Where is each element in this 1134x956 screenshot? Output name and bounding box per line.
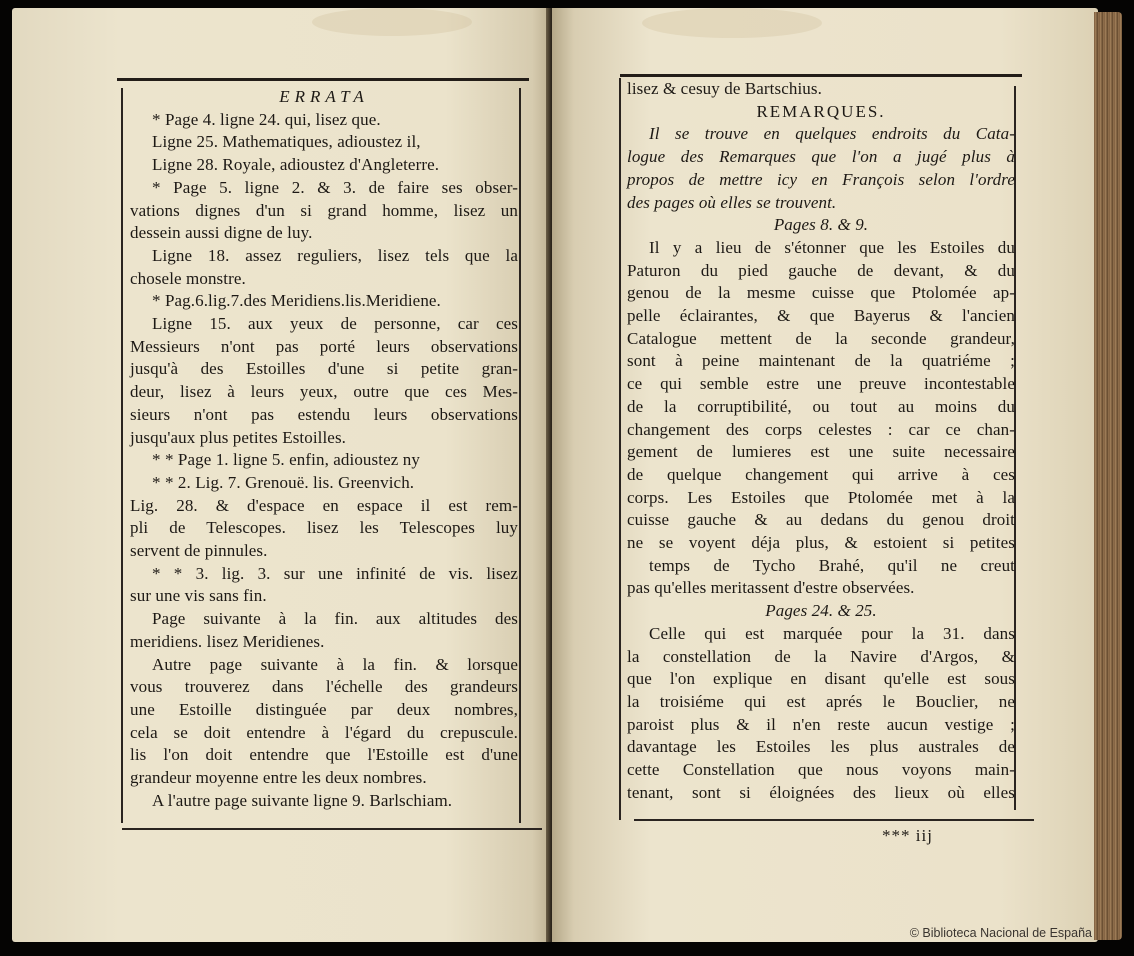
text-line: * Page 4. ligne 24. qui, lisez que. [152,109,381,129]
section-heading: REMARQUES. [756,101,886,121]
text-line: paroist plus & il n'en reste aucun vestige ; [627,714,1015,734]
text-line: grandeur moyenne entre les deux nombres. [130,768,427,788]
text-line: lis l'on doit entendre que l'Estoille est d'une [130,745,518,765]
text-line: que l'on explique en disant qu'elle est sous [627,669,1015,689]
remarques-text [627,78,1015,805]
text-line: propos de mettre icy en François selon l'ordre [627,169,1015,189]
text-line: ce qui semble estre une preuve incontestable [627,374,1015,394]
right-border [519,88,521,823]
text-line: cuisse gauche & au dedans du genou droit [627,510,1015,530]
text-line: cela se doit entendre à l'égard du crepuscule. [130,722,518,742]
text-line: davantage les Estoiles les plus australes de [627,737,1015,757]
text-line: Page suivante à la fin. aux altitudes des [152,609,518,629]
text-line: * * 3. lig. 3. sur une infinité de vis. lisez [152,563,518,583]
text-line: sont à peine maintenant de la quatriéme ; [627,351,1015,371]
text-line: jusqu'à des Estoilles d'une si petite gran- [130,359,518,379]
text-line: * * 2. Lig. 7. Grenouë. lis. Greenvich. [152,472,415,492]
text-line: * Page 5. ligne 2. & 3. de faire ses obser- [152,177,518,197]
page-heading: ERRATA [279,87,369,106]
text-line: corps. Les Estoiles que Ptolomée met à la [627,487,1015,507]
text-line: gement de lumieres est une suite necessaire [627,442,1015,462]
left-border [619,78,621,820]
text-line: meridiens. lisez Meridienes. [130,631,325,651]
text-line: lisez & cesuy de Bartschius. [627,79,822,98]
text-line: Messieurs n'ont pas porté leurs observations [130,336,518,356]
text-line: ne se voyent déja plus, & estoient si petites [627,533,1015,553]
bottom-rule [122,828,542,830]
copyright-notice: © Biblioteca Nacional de España [909,926,1092,940]
text-line: Lig. 28. & d'espace en espace il est rem- [130,495,518,515]
text-line: de quelque changement qui arrive à ces [627,464,1015,484]
signature-mark: *** iij [882,826,933,845]
text-line: Paturon du pied gauche de devant, & du [627,260,1015,280]
text-line: servent de pinnules. [130,541,268,561]
bottom-rule [634,819,1034,821]
text-line: Ligne 18. assez reguliers, lisez tels que la [152,245,518,265]
text-line: * Pag.6.lig.7.des Meridiens.lis.Meridiene. [152,291,441,311]
text-line: pli de Telescopes. lisez les Telescopes luy [130,518,518,538]
text-line: Il y a lieu de s'étonner que les Estoiles du [649,237,1015,257]
text-line: sieurs n'ont pas estendu leurs observations [130,404,518,424]
errata-text [130,86,518,813]
text-line: A l'autre page suivante ligne 9. Barlschiam. [152,790,453,810]
text-line: vous trouverez dans l'échelle des grandeurs [130,677,518,697]
text-line: jusqu'aux plus petites Estoilles. [130,427,347,447]
top-rule [620,74,1022,77]
text-line: changement des corps celestes : car ce chan- [627,419,1015,439]
subheading: Pages 8. & 9. [773,215,869,235]
subheading: Pages 24. & 25. [765,601,877,621]
text-line: Ligne 25. Mathematiques, adioustez il, [152,132,421,152]
left-page [12,8,554,942]
top-rule [117,78,529,81]
text-line: vations dignes d'un si grand homme, lisez un [130,200,518,220]
text-line: logue des Remarques que l'on a jugé plus à [627,147,1015,167]
text-line: Ligne 28. Royale, adioustez d'Angleterre. [152,155,440,175]
text-line: pas qu'elles meritassent d'estre observées. [627,578,915,598]
text-line: chosele monstre. [130,268,246,288]
left-border [121,88,123,823]
text-line: pelle éclairantes, & que Bayerus & l'ancien [627,306,1015,326]
text-line: sur une vis sans fin. [130,586,267,606]
text-line: Catalogue mettent de la seconde grandeur, [627,328,1015,348]
page-edges [1094,12,1122,940]
text-line: de la corruptibilité, ou tout au moins du [627,396,1015,416]
text-line: cette Constellation que nous voyons main- [627,760,1015,780]
text-line: Celle qui est marquée pour la 31. dans [649,623,1015,643]
text-line: Ligne 15. aux yeux de personne, car ces [152,314,518,334]
text-line: une Estoille distinguée par deux nombres, [130,699,518,719]
text-line: la troisiéme qui est aprés le Bouclier, ne [627,691,1015,711]
text-line: Il se trouve en quelques endroits du Cata- [649,124,1015,144]
text-line: des pages où elles se trouvent. [627,192,837,212]
right-page [552,8,1098,942]
text-line: tenant, sont si éloignées des lieux où elles [627,782,1015,802]
text-line: temps de Tycho Brahé, qu'il ne creut [649,555,1015,575]
text-line: * * Page 1. ligne 5. enfin, adioustez ny [152,450,420,470]
text-line: dessein aussi digne de luy. [130,223,313,243]
text-line: deur, lisez à leurs yeux, outre que ces Mes- [130,382,518,402]
text-line: genou de la mesme cuisse que Ptolomée ap- [627,283,1015,303]
text-line: la constellation de la Navire d'Argos, & [627,646,1015,666]
text-line: Autre page suivante à la fin. & lorsque [152,654,518,674]
